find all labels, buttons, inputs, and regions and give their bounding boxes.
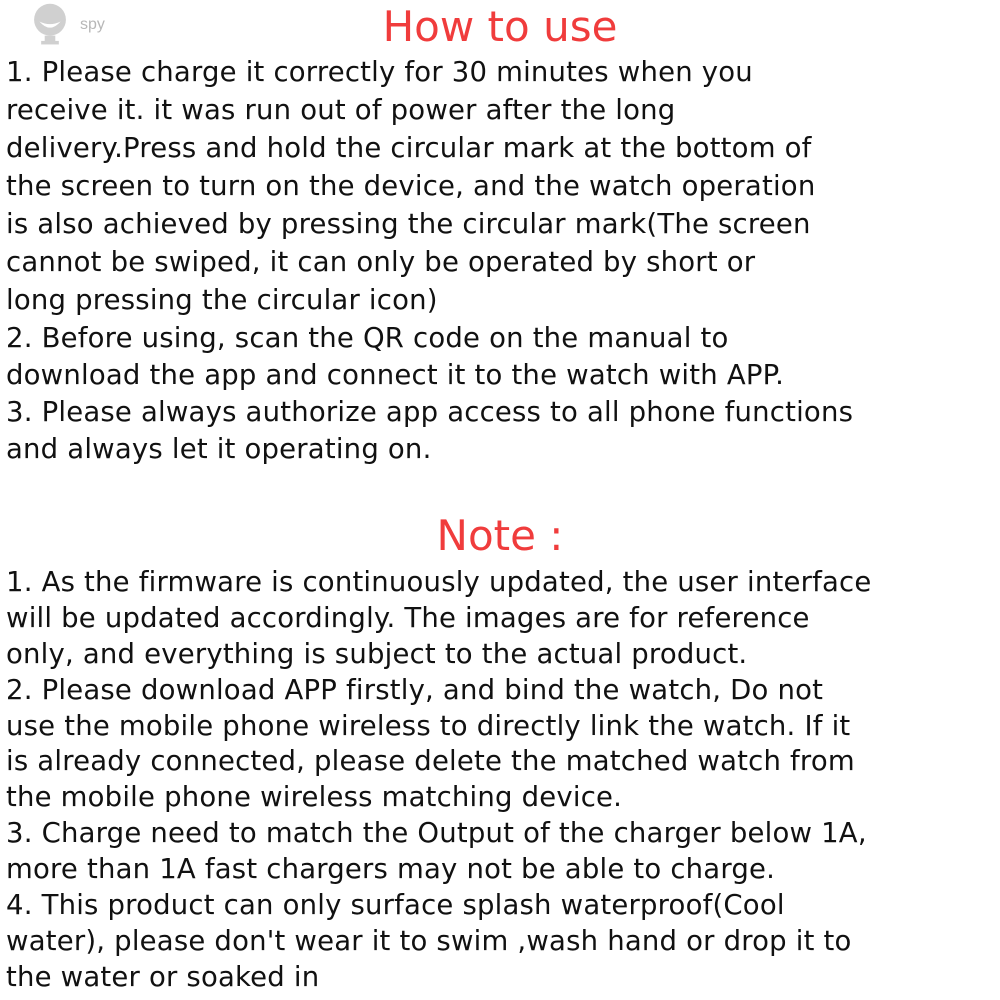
text-line: will be updated accordingly. The images are for reference bbox=[6, 601, 810, 634]
text-line: 1. As the firmware is continuously updated, the user interface bbox=[6, 566, 872, 598]
text-line: is already connected, please delete the matched watch from bbox=[6, 745, 855, 778]
text-line: more than 1A fast chargers may not be able to charge. bbox=[6, 853, 776, 886]
how-to-use-steps bbox=[6, 320, 853, 468]
text-line: and always let it operating on. bbox=[6, 433, 432, 465]
note-section bbox=[6, 564, 871, 995]
text-line: cannot be swiped, it can only be operated by short or bbox=[6, 246, 756, 278]
note-title: Note : bbox=[436, 511, 564, 560]
text-line: receive it. it was run out of power after the long bbox=[6, 94, 676, 126]
text-line: water), please don't wear it to swim ,wash hand or drop it to bbox=[6, 924, 852, 957]
text-line: is also achieved by pressing the circular mark(The screen bbox=[6, 208, 811, 240]
text-line: 2. Before using, scan the QR code on the manual to bbox=[6, 322, 729, 354]
how-to-use-title: How to use bbox=[382, 2, 618, 51]
text-line: long pressing the circular icon) bbox=[6, 284, 438, 316]
text-line: 2. Please download APP firstly, and bind the watch, Do not bbox=[6, 673, 824, 706]
text-line: 3. Charge need to match the Output of the charger below 1A, bbox=[6, 817, 867, 850]
text-line: the water or soaked in bbox=[6, 960, 320, 993]
text-line: 4. This product can only surface splash waterproof(Cool bbox=[6, 889, 785, 922]
text-line: 1. Please charge it correctly for 30 minutes when you bbox=[6, 56, 753, 88]
how-to-use-section bbox=[6, 53, 815, 319]
text-line: delivery.Press and hold the circular mark at the bottom of bbox=[6, 132, 812, 164]
text-line: the screen to turn on the device, and the watch operation bbox=[6, 170, 816, 202]
watermark-text: spy bbox=[80, 16, 105, 33]
text-line: 3. Please always authorize app access to all phone functions bbox=[6, 396, 854, 428]
text-line: only, and everything is subject to the actual product. bbox=[6, 637, 748, 670]
text-line: download the app and connect it to the watch with APP. bbox=[6, 359, 785, 391]
text-line: use the mobile phone wireless to directly link the watch. If it bbox=[6, 709, 851, 742]
text-line: the mobile phone wireless matching device. bbox=[6, 781, 623, 814]
